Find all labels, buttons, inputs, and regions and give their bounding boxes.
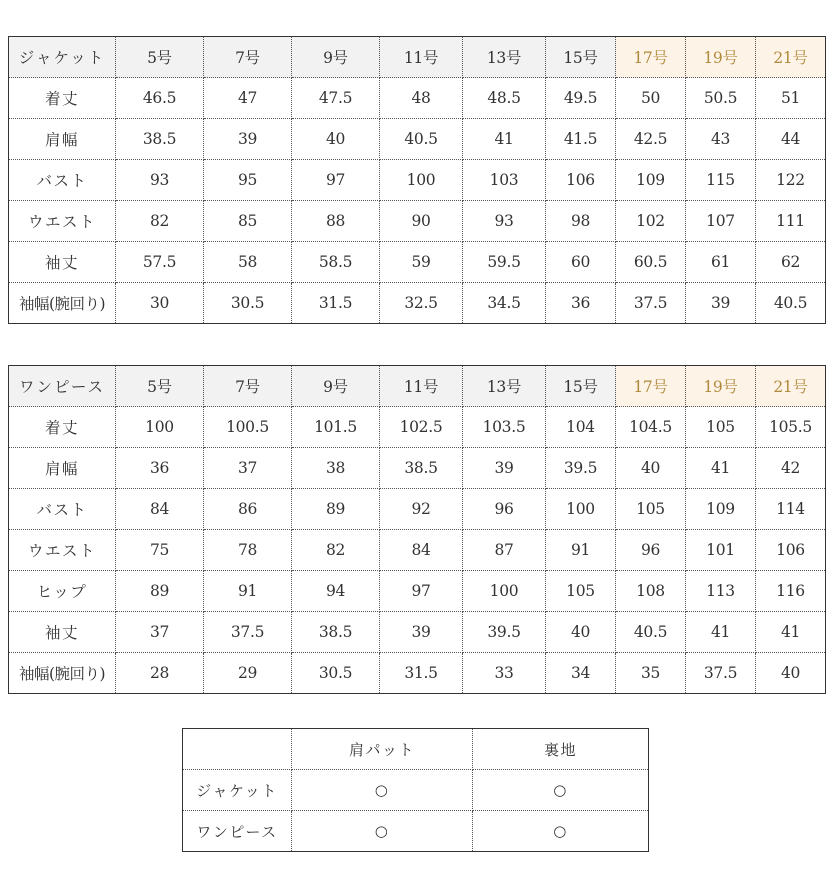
table-cell: 60.5	[616, 242, 686, 283]
table-cell: 96	[463, 489, 546, 530]
table-cell: 105	[616, 489, 686, 530]
table-cell: 40	[292, 119, 380, 160]
table-cell: 37.5	[616, 283, 686, 324]
size-13-header: 13号	[463, 366, 546, 407]
table-cell: 61	[686, 242, 756, 283]
jacket-size-table	[8, 36, 826, 324]
table-cell: 31.5	[292, 283, 380, 324]
table-cell: 106	[756, 530, 826, 571]
table-cell: 96	[616, 530, 686, 571]
table-cell: 58	[204, 242, 292, 283]
table-cell: 34.5	[463, 283, 546, 324]
table-cell: 60	[546, 242, 616, 283]
table-cell: 115	[686, 160, 756, 201]
table-cell: 89	[292, 489, 380, 530]
row-label: ヒップ	[9, 571, 116, 612]
size-9-header: 9号	[292, 366, 380, 407]
table-row	[9, 571, 826, 612]
table-cell: 84	[380, 530, 463, 571]
table-cell: 101.5	[292, 407, 380, 448]
table-cell: 75	[116, 530, 204, 571]
table-cell: 100.5	[204, 407, 292, 448]
onepiece-size-table	[8, 365, 826, 694]
table-cell: 47	[204, 78, 292, 119]
table-row	[9, 612, 826, 653]
table-cell: 39	[686, 283, 756, 324]
table-cell: 41	[686, 612, 756, 653]
table-cell: 95	[204, 160, 292, 201]
table-cell: 100	[380, 160, 463, 201]
table-cell: 101	[686, 530, 756, 571]
circle-mark-icon: ○	[292, 811, 473, 852]
jacket-header-label: ジャケット	[9, 37, 116, 78]
table-cell: 90	[380, 201, 463, 242]
row-label: 肩幅	[9, 448, 116, 489]
table-cell: 40	[616, 448, 686, 489]
table-cell: 100	[463, 571, 546, 612]
table-cell: 37	[116, 612, 204, 653]
table-cell: 46.5	[116, 78, 204, 119]
table-cell: 39	[380, 612, 463, 653]
circle-mark-icon: ○	[473, 811, 649, 852]
row-label: ワンピース	[183, 811, 292, 852]
table-cell: 91	[546, 530, 616, 571]
table-cell: 37.5	[686, 653, 756, 694]
table-cell: 87	[463, 530, 546, 571]
table-cell: 42.5	[616, 119, 686, 160]
table-cell: 33	[463, 653, 546, 694]
table-cell: 122	[756, 160, 826, 201]
table-row	[9, 407, 826, 448]
table-cell: 40.5	[380, 119, 463, 160]
table-cell: 38.5	[292, 612, 380, 653]
size-7-header: 7号	[204, 37, 292, 78]
table-row	[183, 770, 649, 811]
table-cell: 31.5	[380, 653, 463, 694]
table-cell: 39.5	[463, 612, 546, 653]
table-cell: 86	[204, 489, 292, 530]
row-label: 着丈	[9, 407, 116, 448]
table-cell: 94	[292, 571, 380, 612]
table-cell: 36	[546, 283, 616, 324]
table-row	[9, 448, 826, 489]
table-cell: 40.5	[756, 283, 826, 324]
table-cell: 102	[616, 201, 686, 242]
table-row	[9, 489, 826, 530]
table-cell: 105	[546, 571, 616, 612]
table-cell: 29	[204, 653, 292, 694]
table-cell: 108	[616, 571, 686, 612]
lining-header: 裏地	[473, 729, 649, 770]
table-cell: 102.5	[380, 407, 463, 448]
table-cell: 109	[616, 160, 686, 201]
size-21-header: 21号	[756, 366, 826, 407]
table-row	[9, 160, 826, 201]
table-cell: 104	[546, 407, 616, 448]
table-cell: 89	[116, 571, 204, 612]
table-row	[9, 530, 826, 571]
table-cell: 38.5	[380, 448, 463, 489]
table-cell: 97	[380, 571, 463, 612]
table-cell: 38	[292, 448, 380, 489]
onepiece-header-label: ワンピース	[9, 366, 116, 407]
row-label: 袖幅(腕回り)	[9, 283, 116, 324]
table-cell: 105	[686, 407, 756, 448]
table-cell: 116	[756, 571, 826, 612]
table-cell: 113	[686, 571, 756, 612]
size-13-header: 13号	[463, 37, 546, 78]
table-cell: 100	[116, 407, 204, 448]
table-cell: 38.5	[116, 119, 204, 160]
size-17-header: 17号	[616, 37, 686, 78]
size-15-header: 15号	[546, 37, 616, 78]
table-row	[9, 283, 826, 324]
table-cell: 111	[756, 201, 826, 242]
table-cell: 100	[546, 489, 616, 530]
table-cell: 59	[380, 242, 463, 283]
size-19-header: 19号	[686, 366, 756, 407]
size-15-header: 15号	[546, 366, 616, 407]
table-cell: 48	[380, 78, 463, 119]
extras-table	[182, 728, 649, 852]
row-label: ウエスト	[9, 530, 116, 571]
table-cell: 85	[204, 201, 292, 242]
table-cell: 47.5	[292, 78, 380, 119]
table-cell: 103.5	[463, 407, 546, 448]
table-cell: 88	[292, 201, 380, 242]
table-cell: 48.5	[463, 78, 546, 119]
row-label: 袖丈	[9, 612, 116, 653]
circle-mark-icon: ○	[292, 770, 473, 811]
table-cell: 44	[756, 119, 826, 160]
table-cell: 37	[204, 448, 292, 489]
table-cell: 34	[546, 653, 616, 694]
table-cell: 40	[546, 612, 616, 653]
row-label: 袖丈	[9, 242, 116, 283]
size-11-header: 11号	[380, 37, 463, 78]
table-row	[9, 653, 826, 694]
table-cell: 39	[204, 119, 292, 160]
table-cell: 39	[463, 448, 546, 489]
table-cell: 57.5	[116, 242, 204, 283]
size-21-header: 21号	[756, 37, 826, 78]
table-cell: 62	[756, 242, 826, 283]
table-cell: 40	[756, 653, 826, 694]
table-cell: 103	[463, 160, 546, 201]
jacket-header-row	[9, 37, 826, 78]
row-label: バスト	[9, 160, 116, 201]
table-cell: 41	[686, 448, 756, 489]
table-cell: 109	[686, 489, 756, 530]
table-cell: 42	[756, 448, 826, 489]
table-cell: 92	[380, 489, 463, 530]
table-cell: 30.5	[292, 653, 380, 694]
table-cell: 59.5	[463, 242, 546, 283]
table-row	[9, 201, 826, 242]
table-row	[9, 78, 826, 119]
table-cell: 39.5	[546, 448, 616, 489]
table-cell: 32.5	[380, 283, 463, 324]
table-row	[183, 811, 649, 852]
table-cell: 50.5	[686, 78, 756, 119]
size-11-header: 11号	[380, 366, 463, 407]
onepiece-header-row	[9, 366, 826, 407]
table-cell: 30	[116, 283, 204, 324]
table-cell: 51	[756, 78, 826, 119]
table-cell: 82	[292, 530, 380, 571]
row-label: 肩幅	[9, 119, 116, 160]
table-cell: 41.5	[546, 119, 616, 160]
table-cell: 91	[204, 571, 292, 612]
table-cell: 104.5	[616, 407, 686, 448]
size-19-header: 19号	[686, 37, 756, 78]
circle-mark-icon: ○	[473, 770, 649, 811]
table-cell: 43	[686, 119, 756, 160]
shoulder-pad-header: 肩パット	[292, 729, 473, 770]
size-5-header: 5号	[116, 37, 204, 78]
table-cell: 58.5	[292, 242, 380, 283]
size-9-header: 9号	[292, 37, 380, 78]
table-cell: 35	[616, 653, 686, 694]
table-cell: 106	[546, 160, 616, 201]
table-cell: 93	[463, 201, 546, 242]
table-cell: 41	[463, 119, 546, 160]
table-cell: 40.5	[616, 612, 686, 653]
table-cell: 41	[756, 612, 826, 653]
table-cell: 107	[686, 201, 756, 242]
size-7-header: 7号	[204, 366, 292, 407]
extras-header-row	[183, 729, 649, 770]
table-cell: 114	[756, 489, 826, 530]
table-cell: 49.5	[546, 78, 616, 119]
table-cell: 98	[546, 201, 616, 242]
size-17-header: 17号	[616, 366, 686, 407]
table-cell: 30.5	[204, 283, 292, 324]
row-label: ジャケット	[183, 770, 292, 811]
table-row	[9, 119, 826, 160]
row-label: 着丈	[9, 78, 116, 119]
table-cell: 36	[116, 448, 204, 489]
extras-corner-cell	[183, 729, 292, 770]
table-cell: 105.5	[756, 407, 826, 448]
size-5-header: 5号	[116, 366, 204, 407]
table-cell: 28	[116, 653, 204, 694]
table-cell: 37.5	[204, 612, 292, 653]
row-label: ウエスト	[9, 201, 116, 242]
row-label: 袖幅(腕回り)	[9, 653, 116, 694]
table-cell: 84	[116, 489, 204, 530]
table-row	[9, 242, 826, 283]
table-cell: 50	[616, 78, 686, 119]
table-cell: 93	[116, 160, 204, 201]
table-cell: 78	[204, 530, 292, 571]
table-cell: 82	[116, 201, 204, 242]
row-label: バスト	[9, 489, 116, 530]
table-cell: 97	[292, 160, 380, 201]
